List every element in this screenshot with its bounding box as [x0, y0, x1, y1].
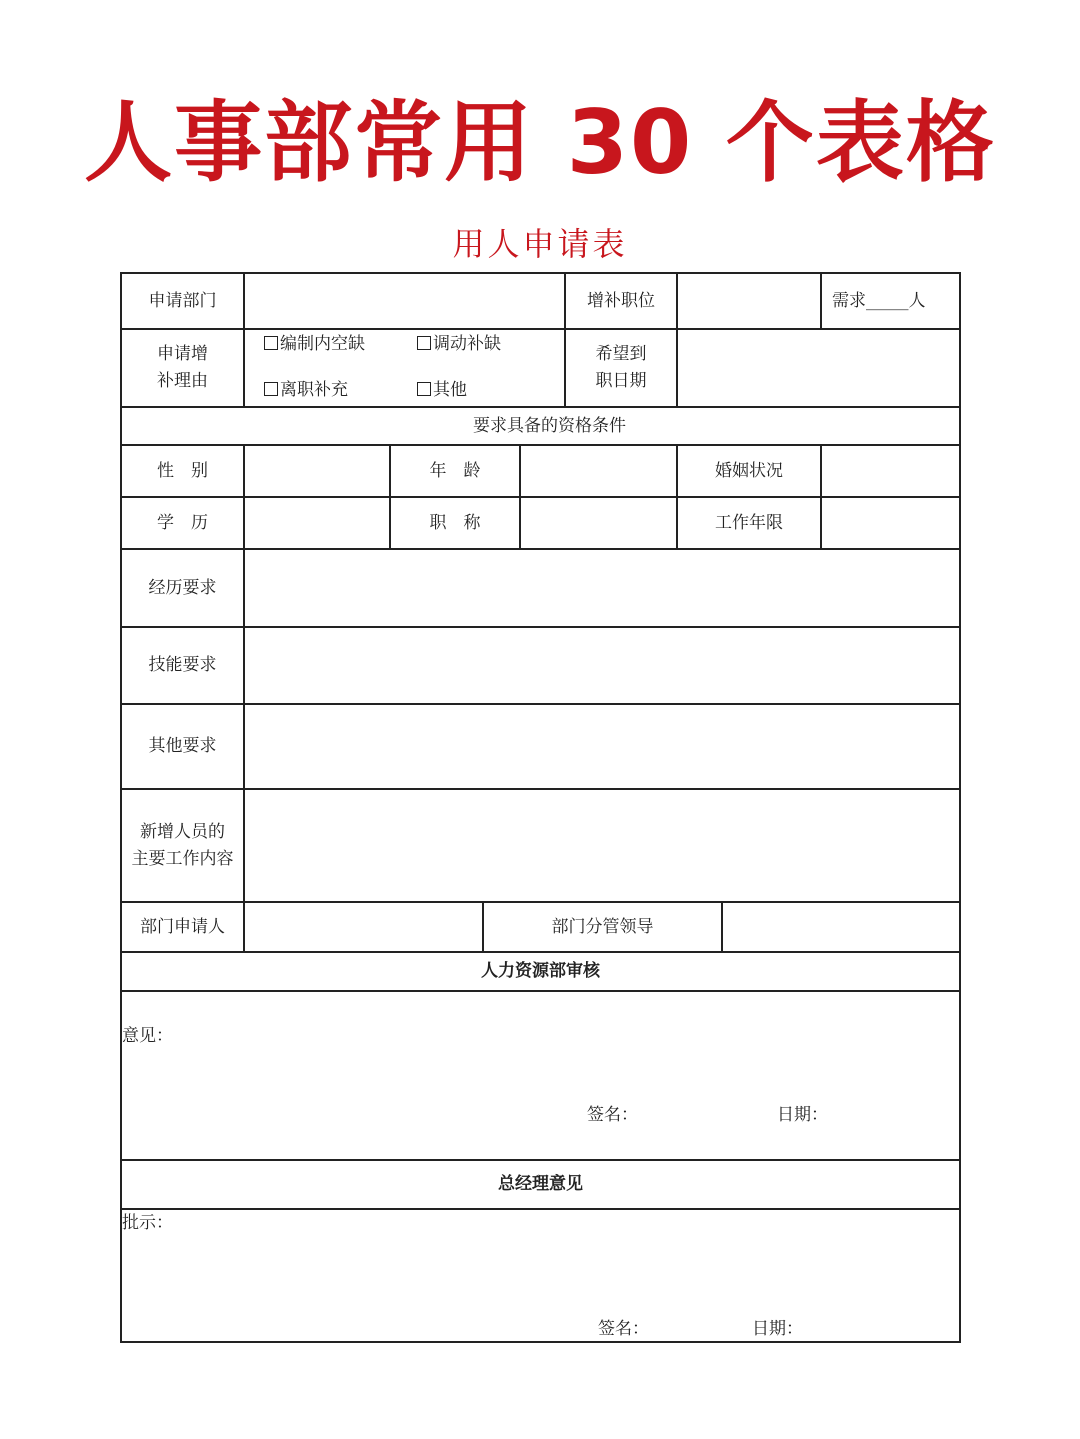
dept-label: 申请部门: [148, 290, 217, 311]
experience-field[interactable]: [245, 550, 959, 626]
skills-label: 技能要求: [148, 655, 217, 675]
checkbox-icon: [264, 336, 278, 350]
hr-sign-label: 签名：: [587, 1105, 638, 1125]
demand-suffix: 人: [908, 290, 926, 311]
gender-label: 性 别: [157, 460, 208, 481]
hr-opinion-field[interactable]: [124, 992, 959, 1159]
duties-label: 新增人员的 主要工作内容: [131, 821, 234, 869]
applicant-field[interactable]: [245, 903, 482, 951]
option-resignation-replacement[interactable]: 离职补充: [264, 378, 348, 402]
education-field[interactable]: [245, 498, 389, 548]
hr-date-label: 日期：: [777, 1105, 828, 1125]
option-other[interactable]: 其他: [417, 378, 467, 402]
option-transfer-fill[interactable]: 调动补缺: [417, 332, 501, 356]
reason-label: 申请增 补理由: [157, 344, 208, 391]
hr-review-header: 人力资源部审核: [481, 961, 600, 981]
arrival-date-field[interactable]: [678, 330, 959, 406]
dept-leader-field[interactable]: [723, 903, 959, 951]
work-years-label: 工作年限: [715, 512, 783, 533]
column-divider: [820, 274, 822, 329]
position-field[interactable]: [678, 274, 820, 328]
demand-blank: _____: [866, 290, 909, 311]
work-years-field[interactable]: [822, 498, 959, 548]
checkbox-icon: [264, 382, 278, 396]
age-label: 年 龄: [429, 460, 481, 481]
applicant-label: 部门申请人: [140, 916, 225, 937]
dept-leader-label: 部门分管领导: [551, 916, 654, 937]
hr-opinion-label: 意见：: [122, 1026, 173, 1046]
option-establishment-vacancy[interactable]: 编制内空缺: [264, 332, 365, 356]
title-field[interactable]: [521, 498, 676, 548]
education-label: 学 历: [157, 512, 208, 533]
experience-label: 经历要求: [148, 577, 217, 598]
other-requirements-label: 其他要求: [148, 736, 217, 756]
duties-field[interactable]: [245, 790, 959, 901]
gender-field[interactable]: [245, 446, 389, 496]
application-form-table: [120, 272, 961, 1343]
demand-prefix: 需求: [832, 290, 866, 311]
age-field[interactable]: [521, 446, 676, 496]
banner-title: 人事部常用 30 个表格: [84, 91, 996, 194]
checkbox-icon: [417, 382, 431, 396]
position-label: 增补职位: [587, 290, 655, 311]
arrival-date-label: 希望到 职日期: [595, 344, 647, 391]
other-requirements-field[interactable]: [245, 705, 959, 788]
qualifications-header: 要求具备的资格条件: [473, 415, 626, 436]
skills-field[interactable]: [245, 628, 959, 703]
title-label: 职 称: [429, 512, 481, 533]
demand-count[interactable]: [832, 274, 959, 328]
gm-opinion-header: 总经理意见: [498, 1174, 583, 1194]
gm-date-label: 日期：: [752, 1319, 803, 1339]
form-title: 用人申请表: [452, 225, 628, 263]
marital-label: 婚姻状况: [715, 460, 783, 481]
gm-instruction-field[interactable]: [124, 1210, 959, 1341]
gm-sign-label: 签名：: [598, 1319, 649, 1339]
gm-instruction-label: 批示：: [122, 1213, 173, 1233]
dept-field[interactable]: [245, 274, 564, 328]
marital-field[interactable]: [822, 446, 959, 496]
checkbox-icon: [417, 336, 431, 350]
